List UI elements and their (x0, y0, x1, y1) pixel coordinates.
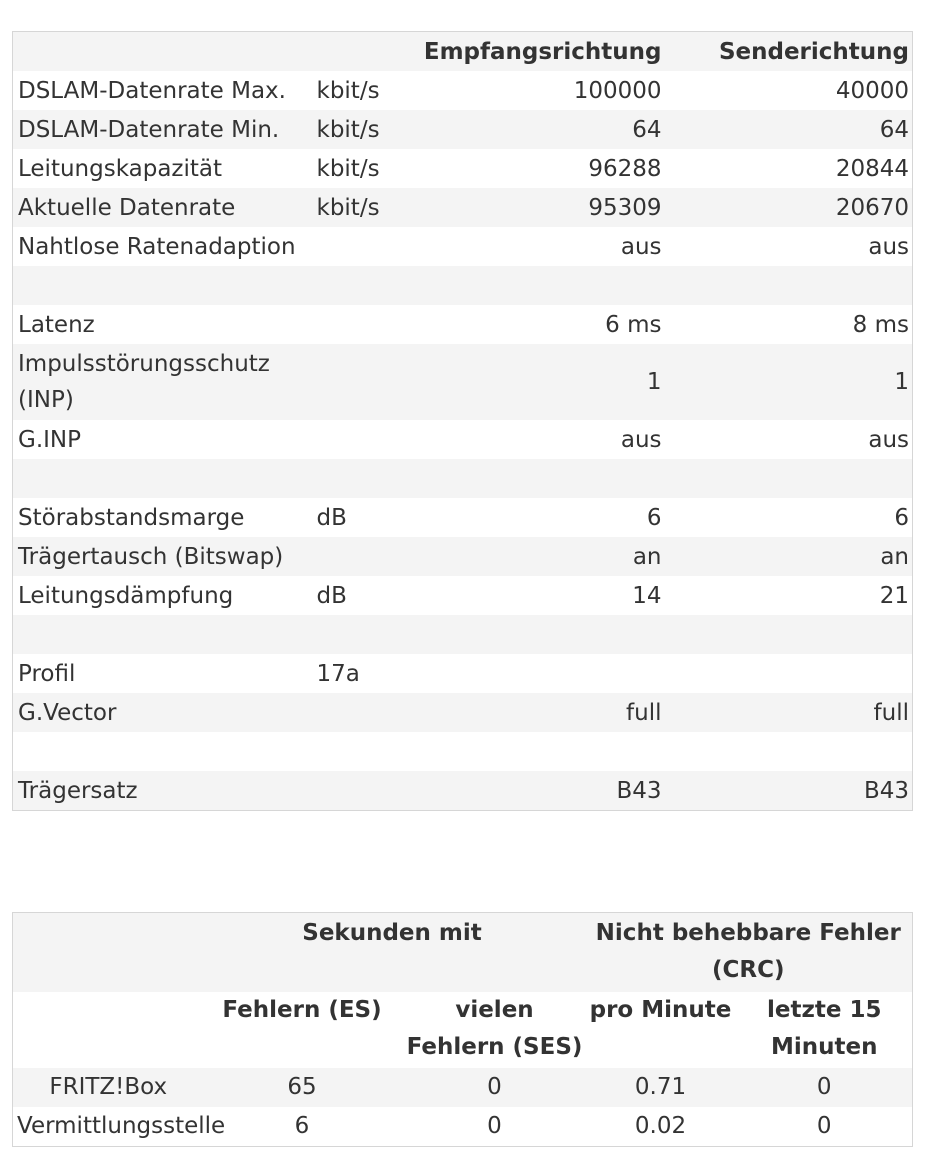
row-downstream-value: aus (620, 233, 662, 260)
row-upstream-value: 40000 (835, 77, 909, 104)
row-downstream-value (405, 459, 666, 498)
row-dslam-min (13, 110, 913, 149)
row-upstream-value (666, 732, 913, 771)
row-unit (315, 266, 405, 305)
row-label: Impulsstörungsschutz (INP) (18, 351, 270, 413)
row-label (13, 266, 315, 305)
row-latency (13, 305, 913, 344)
header-empty (13, 913, 200, 993)
row-downstream-value (405, 654, 666, 693)
error-table-sub-header (13, 992, 913, 1068)
row-downstream-value: an (632, 543, 662, 570)
crc-per-minute-value: 0.71 (634, 1074, 687, 1100)
row-upstream-value: 20844 (835, 155, 909, 182)
row-downstream-value: 6 ms (605, 311, 662, 338)
row-label: Latenz (18, 311, 95, 338)
es-value: 6 (294, 1113, 310, 1139)
row-label: Nahtlose Ratenadaption (18, 233, 296, 260)
row-unit (315, 227, 405, 266)
row-upstream-value: aus (868, 426, 909, 453)
row-upstream-value (666, 266, 913, 305)
row-label: Trägertausch (Bitswap) (18, 543, 284, 570)
crc-per-minute-value: 0.02 (634, 1113, 687, 1139)
row-label: DSLAM-Datenrate Max. (18, 77, 286, 104)
row-unit (315, 420, 405, 459)
row-bitswap (13, 537, 913, 576)
header-unit (315, 32, 405, 72)
row-upstream-value: 64 (879, 116, 909, 143)
row-label: DSLAM-Datenrate Min. (18, 116, 280, 143)
dsl-line-table (12, 31, 913, 811)
header-empty (13, 992, 200, 1068)
row-unit (315, 305, 405, 344)
row-unit: kbit/s (316, 194, 380, 221)
row-dslam-max (13, 71, 913, 110)
header-crc-errors: Nicht behebbare Fehler (CRC) (595, 920, 901, 983)
row-unit: dB (316, 504, 347, 531)
row-upstream-value (666, 654, 913, 693)
row-unit: kbit/s (316, 116, 380, 143)
row-upstream-value: an (880, 543, 909, 570)
row-attenuation (13, 576, 913, 615)
row-downstream-value: 6 (646, 504, 662, 531)
line-table-header (13, 32, 913, 72)
row-unit: kbit/s (316, 155, 380, 182)
row-downstream-value: 100000 (573, 77, 662, 104)
row-seamless-rate-adaption (13, 227, 913, 266)
row-profile (13, 654, 913, 693)
row-upstream-value: 20670 (835, 194, 909, 221)
row-upstream-value: 21 (879, 582, 909, 609)
crc-last-15-value: 0 (816, 1074, 832, 1100)
row-unit: dB (316, 582, 347, 609)
header-crc-last-15-minutes: letzte 15 Minuten (767, 997, 882, 1060)
row-downstream-value: 96288 (588, 155, 662, 182)
row-label (13, 732, 315, 771)
error-table-group-header (13, 913, 913, 993)
row-unit (315, 344, 405, 420)
row-unit (315, 693, 405, 732)
row-label (13, 459, 315, 498)
header-label (13, 32, 315, 72)
header-severely-errored-seconds: vielen Fehlern (SES) (406, 997, 583, 1060)
row-line-capacity (13, 149, 913, 188)
row-carrier-set (13, 771, 913, 811)
row-upstream-value: 8 ms (852, 311, 909, 338)
row-downstream-value (405, 732, 666, 771)
ses-value: 0 (487, 1074, 502, 1100)
header-crc-per-minute: pro Minute (589, 997, 732, 1023)
row-spacer (13, 459, 913, 498)
row-upstream-value (666, 459, 913, 498)
row-downstream-value: aus (620, 426, 662, 453)
row-upstream-value: full (873, 699, 909, 726)
row-upstream-value: 6 (894, 504, 909, 531)
es-value: 65 (287, 1074, 317, 1100)
header-errored-seconds: Fehlern (ES) (222, 997, 382, 1023)
row-unit: 17a (316, 660, 360, 687)
row-label: G.INP (18, 426, 81, 453)
row-downstream-value (405, 615, 666, 654)
row-spacer (13, 732, 913, 771)
row-downstream-value: full (626, 699, 662, 726)
row-upstream-value: aus (868, 233, 909, 260)
row-downstream-value: 64 (632, 116, 662, 143)
header-upstream: Senderichtung (718, 38, 909, 65)
error-statistics-table (12, 912, 913, 1147)
row-g-inp (13, 420, 913, 459)
row-label (13, 615, 315, 654)
row-unit (315, 537, 405, 576)
row-g-vector (13, 693, 913, 732)
row-unit (315, 771, 405, 811)
row-spacer (13, 266, 913, 305)
row-label: Vermittlungsstelle (17, 1113, 226, 1139)
row-current-rate (13, 188, 913, 227)
row-label: Leitungsdämpfung (18, 582, 234, 609)
row-label: Aktuelle Datenrate (18, 194, 236, 221)
row-label: Leitungskapazität (18, 155, 223, 182)
row-upstream-value: 1 (894, 369, 909, 395)
header-downstream: Empfangsrichtung (423, 38, 662, 65)
row-label: FRITZ!Box (49, 1074, 168, 1100)
row-label: Störabstandsmarge (18, 504, 245, 531)
row-upstream-value (666, 615, 913, 654)
error-row-fritzbox (13, 1068, 913, 1107)
row-label: G.Vector (18, 699, 117, 726)
error-row-exchange (13, 1107, 913, 1147)
row-unit (315, 615, 405, 654)
row-snr-margin (13, 498, 913, 537)
header-seconds-with: Sekunden mit (302, 920, 482, 946)
row-downstream-value: B43 (616, 777, 662, 804)
ses-value: 0 (487, 1113, 502, 1139)
row-upstream-value: B43 (863, 777, 909, 804)
row-downstream-value: 14 (632, 582, 662, 609)
row-downstream-value (405, 266, 666, 305)
crc-last-15-value: 0 (816, 1113, 832, 1139)
row-downstream-value: 95309 (588, 194, 662, 221)
row-label: Trägersatz (18, 777, 138, 804)
row-inp (13, 344, 913, 420)
row-downstream-value: 1 (646, 369, 662, 395)
row-unit (315, 459, 405, 498)
row-unit (315, 732, 405, 771)
row-label: Profil (18, 660, 76, 687)
row-spacer (13, 615, 913, 654)
row-unit: kbit/s (316, 77, 380, 104)
